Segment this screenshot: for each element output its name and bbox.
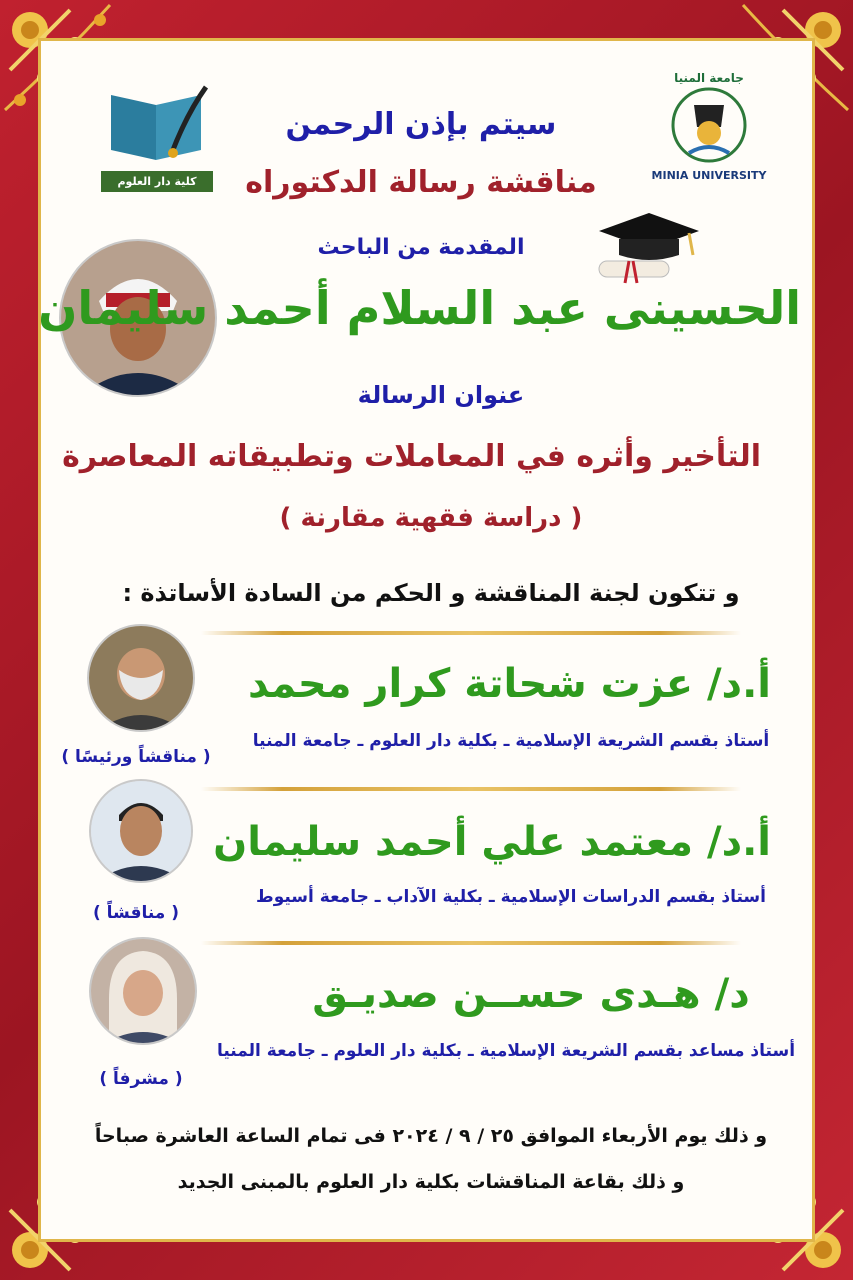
member-role: ( مناقشاً ورئيسًا ) <box>61 747 211 767</box>
member-name: أ.د/ عزت شحاتة كرار محمد <box>247 661 771 707</box>
header-line2: مناقشة رسالة الدكتوراه <box>245 165 597 200</box>
faculty-logo <box>101 85 213 193</box>
nefertiti-icon <box>649 85 769 165</box>
thesis-title-label: عنوان الرسالة <box>357 381 525 409</box>
person-icon <box>91 781 191 881</box>
thesis-title: التأخير وأثره في المعاملات وتطبيقاته المعاصرة <box>62 439 761 474</box>
member-avatar <box>91 781 191 881</box>
content-panel <box>38 38 815 1242</box>
member-position: أستاذ بقسم الشريعة الإسلامية ـ بكلية دار العلوم ـ جامعة المنيا <box>252 731 770 751</box>
graduation-cap-icon <box>589 209 709 285</box>
researcher-name: الحسينى عبد السلام أحمد سليمان <box>38 281 801 335</box>
faculty-label: كلية دار العلوم <box>101 171 213 192</box>
person-icon <box>89 626 193 730</box>
member-role: ( مناقشاً ) <box>92 903 180 923</box>
header-line3: المقدمة من الباحث <box>317 235 525 260</box>
university-logo <box>649 71 769 195</box>
divider <box>201 631 741 635</box>
member-role: ( مشرفاً ) <box>99 1069 183 1089</box>
thesis-subtitle: ( دراسة فقهية مقارنة ) <box>279 503 583 533</box>
member-avatar <box>91 939 195 1043</box>
footer-line1: و ذلك يوم الأربعاء الموافق ٢٥ / ٩ / ٢٠٢٤ فى تمام الساعة العاشرة صباحاً <box>94 1125 768 1147</box>
member-name: أ.د/ معتمد علي أحمد سليمان <box>213 819 771 865</box>
book-quill-icon <box>101 85 213 165</box>
footer-line2: و ذلك بقاعة المناقشات بكلية دار العلوم بالمبنى الجديد <box>177 1171 685 1193</box>
member-position: أستاذ مساعد بقسم الشريعة الإسلامية ـ بكلية دار العلوم ـ جامعة المنيا <box>216 1041 796 1061</box>
divider <box>201 787 741 791</box>
member-avatar <box>89 626 193 730</box>
person-icon <box>91 939 195 1043</box>
member-position: أستاذ بقسم الدراسات الإسلامية ـ بكلية الآداب ـ جامعة أسيوط <box>256 887 766 907</box>
divider <box>201 941 741 945</box>
committee-intro: و تتكون لجنة المناقشة و الحكم من السادة الأساتذة : <box>122 579 740 607</box>
university-english: MINIA UNIVERSITY <box>651 169 767 182</box>
university-arabic: جامعة المنيا <box>674 71 744 85</box>
member-name: د/ هـدى حســن صديـق <box>312 971 750 1017</box>
header-line1: سيتم بإذن الرحمن <box>285 107 557 142</box>
